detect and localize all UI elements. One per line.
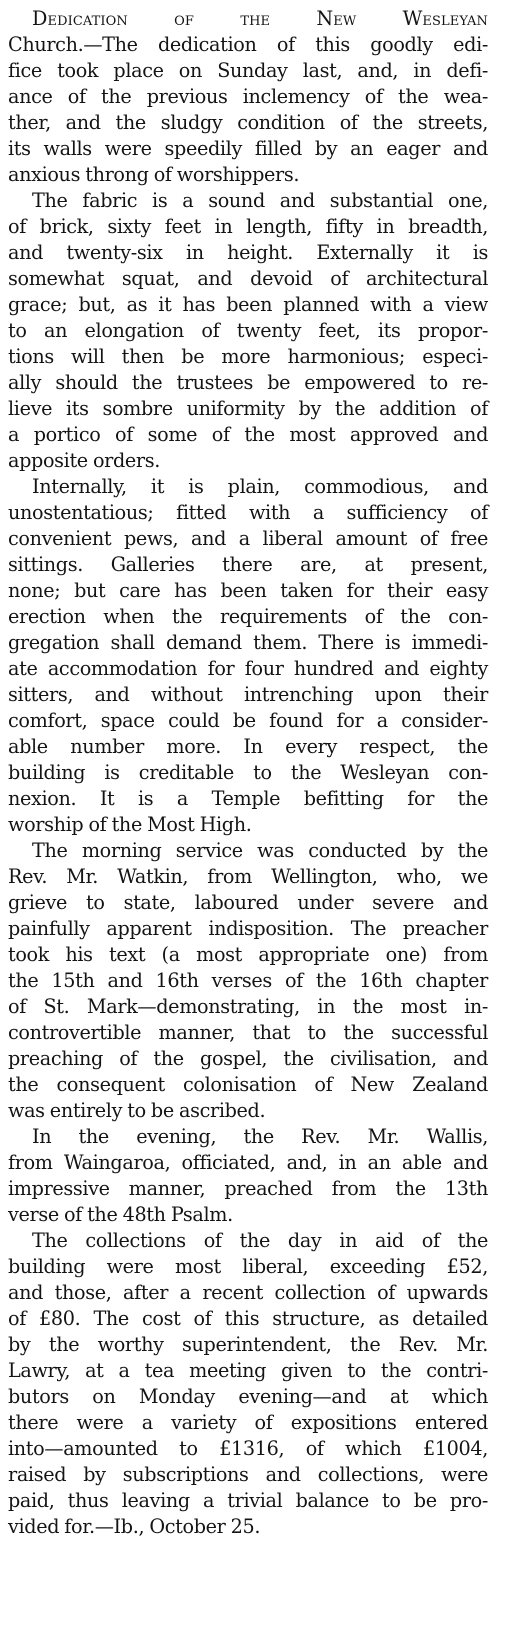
text-line: The collections of the day in aid of the <box>32 1229 488 1252</box>
text-line: impressive manner, preached from the 13th <box>8 1177 488 1200</box>
text-line: took his text (a most appropriate one) from <box>8 943 488 966</box>
text-line: the consequent colonisation of New Zealand <box>8 1073 488 1096</box>
text-line: the 15th and 16th verses of the 16th chapter <box>8 969 488 992</box>
text-line: grieve to state, laboured under severe and <box>8 891 488 914</box>
text-line: building is creditable to the Wesleyan con- <box>8 761 488 784</box>
text-line: gregation shall demand them. There is immedi- <box>8 631 488 654</box>
text-line: paid, thus leaving a trivial balance to be pro- <box>8 1489 488 1512</box>
text-line: comfort, space could be found for a consider- <box>8 709 488 732</box>
text-line: erection when the requirements of the con- <box>8 605 488 628</box>
text-line: controvertible manner, that to the successful <box>8 1021 488 1044</box>
text-line: and those, after a recent collection of upwards <box>8 1281 488 1304</box>
text-line: of brick, sixty feet in length, fifty in breadth, <box>8 215 488 238</box>
text-line: Rev. Mr. Watkin, from Wellington, who, we <box>8 865 488 888</box>
text-line: convenient pews, and a liberal amount of free <box>8 527 488 550</box>
text-line: there were a variety of expositions entered <box>8 1411 488 1434</box>
text-line: tions will then be more harmonious; especi- <box>8 345 488 368</box>
text-line: fice took place on Sunday last, and, in defi- <box>8 59 488 82</box>
text-line: anxious throng of worshippers. <box>8 163 300 186</box>
text-line: butors on Monday evening—and at which <box>8 1385 488 1408</box>
text-line: The fabric is a sound and substantial one, <box>32 189 488 212</box>
text-line: The morning service was conducted by the <box>32 839 488 862</box>
text-line: apposite orders. <box>8 449 160 472</box>
text-line: and twenty-six in height. Externally it is <box>8 241 488 264</box>
text-line: ally should the trustees be empowered to re- <box>8 371 488 394</box>
text-line: sitters, and without intrenching upon their <box>8 683 488 706</box>
text-line: into—amounted to £1316, of which £1004, <box>8 1437 488 1460</box>
text-line: Internally, it is plain, commodious, and <box>32 475 488 498</box>
text-line: nexion. It is a Temple befitting for the <box>8 787 488 810</box>
article-column <box>8 6 488 1540</box>
text-line: In the evening, the Rev. Mr. Wallis, <box>32 1125 488 1148</box>
article-heading: Dedication of the New Wesleyan <box>32 7 488 30</box>
text-line: none; but care has been taken for their easy <box>8 579 488 602</box>
paragraph-collections <box>8 1228 488 1540</box>
text-line: Lawry, at a tea meeting given to the contri- <box>8 1359 488 1382</box>
text-line: ate accommodation for four hundred and eighty <box>8 657 488 680</box>
text-line: of St. Mark—demonstrating, in the most in- <box>8 995 488 1018</box>
text-line: to an elongation of twenty feet, its propor- <box>8 319 488 342</box>
text-line: Church.—The dedication of this goodly edi- <box>8 33 488 56</box>
text-line: painfully apparent indisposition. The preacher <box>8 917 488 940</box>
text-line: by the worthy superintendent, the Rev. Mr. <box>8 1333 488 1356</box>
text-line: of £80. The cost of this structure, as detailed <box>8 1307 488 1330</box>
text-line: able number more. In every respect, the <box>8 735 488 758</box>
text-line: lieve its sombre uniformity by the addition of <box>8 397 488 420</box>
paragraph-morning-service <box>8 838 488 1124</box>
text-line: from Waingaroa, officiated, and, in an able and <box>8 1151 488 1174</box>
paragraph-interior <box>8 474 488 838</box>
text-line: vided for.—Ib., October 25. <box>8 1515 261 1538</box>
text-line: was entirely to be ascribed. <box>8 1099 266 1122</box>
text-line: somewhat squat, and devoid of architectural <box>8 267 488 290</box>
paragraph-dedication <box>8 6 488 188</box>
text-line: preaching of the gospel, the civilisation, and <box>8 1047 488 1070</box>
text-line: verse of the 48th Psalm. <box>8 1203 233 1226</box>
text-line: its walls were speedily filled by an eager and <box>8 137 488 160</box>
text-line: worship of the Most High. <box>8 813 252 836</box>
text-line: ther, and the sludgy condition of the streets, <box>8 111 488 134</box>
paragraph-evening-service <box>8 1124 488 1228</box>
text-line: grace; but, as it has been planned with a view <box>8 293 488 316</box>
text-line: unostentatious; fitted with a sufficiency of <box>8 501 488 524</box>
text-line: ance of the previous inclemency of the wea- <box>8 85 488 108</box>
text-line: a portico of some of the most approved and <box>8 423 488 446</box>
paragraph-fabric <box>8 188 488 474</box>
text-line: raised by subscriptions and collections, were <box>8 1463 488 1486</box>
text-line: sittings. Galleries there are, at present, <box>8 553 488 576</box>
text-line: building were most liberal, exceeding £52, <box>8 1255 488 1278</box>
